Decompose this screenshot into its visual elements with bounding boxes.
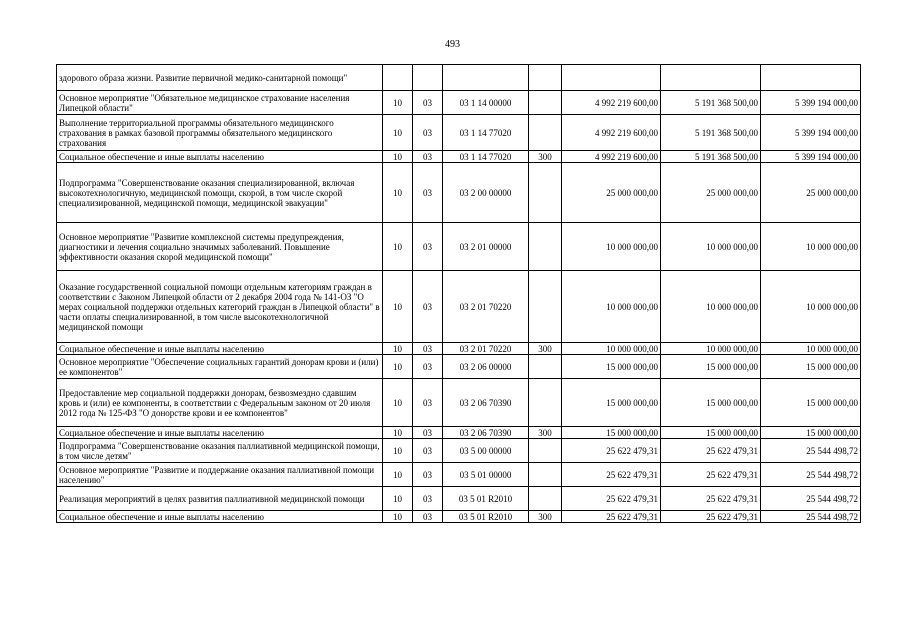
cell-target-article: 03 5 01 00000 [443, 463, 529, 487]
cell-amount-year1: 25 622 479,31 [562, 463, 661, 487]
cell-subsection: 03 [413, 463, 443, 487]
cell-name: Основное мероприятие "Обязательное медицинское страхование населения Липецкой области" [57, 91, 383, 115]
cell-name: Социальное обеспечение и иные выплаты населению [57, 343, 383, 355]
cell-subsection: 03 [413, 379, 443, 427]
cell-section: 10 [383, 355, 413, 379]
cell-name: Социальное обеспечение и иные выплаты населению [57, 511, 383, 523]
table-row [57, 65, 861, 91]
cell-amount-year2 [661, 65, 761, 91]
cell-section: 10 [383, 427, 413, 439]
cell-amount-year2: 5 191 368 500,00 [661, 151, 761, 163]
cell-amount-year1: 25 622 479,31 [562, 511, 661, 523]
cell-amount-year3: 25 000 000,00 [761, 163, 861, 223]
cell-name: Основное мероприятие "Развитие комплексной системы предупреждения, диагностики и лечения социально значимых заболеваний. Повышение эффективности оказания скорой медицинской помощи" [57, 223, 383, 271]
cell-amount-year1: 25 622 479,31 [562, 487, 661, 511]
cell-subsection [413, 65, 443, 91]
cell-amount-year3: 15 000 000,00 [761, 427, 861, 439]
cell-name: Социальное обеспечение и иные выплаты населению [57, 151, 383, 163]
cell-amount-year2: 10 000 000,00 [661, 343, 761, 355]
table-row [57, 163, 861, 223]
cell-section: 10 [383, 439, 413, 463]
cell-amount-year3 [761, 65, 861, 91]
cell-amount-year1: 10 000 000,00 [562, 223, 661, 271]
cell-section [383, 65, 413, 91]
cell-subsection: 03 [413, 511, 443, 523]
cell-amount-year3: 10 000 000,00 [761, 271, 861, 343]
cell-amount-year2: 10 000 000,00 [661, 271, 761, 343]
cell-expense-type [529, 223, 562, 271]
cell-expense-type [529, 487, 562, 511]
cell-section: 10 [383, 91, 413, 115]
cell-section: 10 [383, 343, 413, 355]
cell-section: 10 [383, 271, 413, 343]
cell-amount-year2: 25 000 000,00 [661, 163, 761, 223]
cell-section: 10 [383, 487, 413, 511]
cell-name: Социальное обеспечение и иные выплаты населению [57, 427, 383, 439]
table-row [57, 487, 861, 511]
cell-amount-year1: 25 622 479,31 [562, 439, 661, 463]
cell-amount-year3: 5 399 194 000,00 [761, 115, 861, 151]
cell-target-article: 03 5 01 R2010 [443, 487, 529, 511]
cell-amount-year2: 25 622 479,31 [661, 487, 761, 511]
cell-expense-type [529, 115, 562, 151]
cell-target-article: 03 1 14 00000 [443, 91, 529, 115]
cell-amount-year1: 15 000 000,00 [562, 355, 661, 379]
table-row [57, 115, 861, 151]
cell-section: 10 [383, 463, 413, 487]
table-row [57, 271, 861, 343]
cell-subsection: 03 [413, 439, 443, 463]
cell-expense-type [529, 463, 562, 487]
table-row [57, 463, 861, 487]
table-body [57, 65, 861, 523]
cell-name: Основное мероприятие "Развитие и поддержание оказания паллиативной помощи населению" [57, 463, 383, 487]
cell-amount-year2: 25 622 479,31 [661, 511, 761, 523]
table-row [57, 379, 861, 427]
cell-section: 10 [383, 163, 413, 223]
cell-expense-type: 300 [529, 511, 562, 523]
table-row [57, 223, 861, 271]
cell-amount-year1: 10 000 000,00 [562, 271, 661, 343]
cell-name: Выполнение территориальной программы обязательного медицинского страхования в рамках базовой программы обязательного медицинского страхования [57, 115, 383, 151]
cell-target-article [443, 65, 529, 91]
cell-amount-year3: 15 000 000,00 [761, 355, 861, 379]
table-row [57, 355, 861, 379]
cell-expense-type [529, 91, 562, 115]
cell-expense-type [529, 439, 562, 463]
cell-expense-type: 300 [529, 343, 562, 355]
cell-name: Оказание государственной социальной помощи отдельным категориям граждан в соответствии с Законом Липецкой области от 2 декабря 2004 года № 141-ОЗ "О мерах социальной поддержки отдельных категорий граждан в Липецкой области" в части оплаты специализированной, в том числе высокотехнологичной медицинской помощи [57, 271, 383, 343]
cell-expense-type: 300 [529, 151, 562, 163]
cell-name: Предоставление мер социальной поддержки донорам, безвозмездно сдавшим кровь и (или) ее компоненты, в соответствии с Федеральным законом от 20 июля 2012 года № 125-ФЗ "О донорстве крови и ее компонентов" [57, 379, 383, 427]
cell-expense-type [529, 355, 562, 379]
cell-amount-year2: 15 000 000,00 [661, 427, 761, 439]
cell-section: 10 [383, 379, 413, 427]
cell-amount-year3: 5 399 194 000,00 [761, 151, 861, 163]
cell-target-article: 03 1 14 77020 [443, 115, 529, 151]
cell-subsection: 03 [413, 487, 443, 511]
cell-name: Реализация мероприятий в целях развития паллиативной медицинской помощи [57, 487, 383, 511]
cell-name: здорового образа жизни. Развитие первичной медико-санитарной помощи" [57, 65, 383, 91]
cell-amount-year2: 5 191 368 500,00 [661, 115, 761, 151]
table-row [57, 439, 861, 463]
cell-expense-type [529, 65, 562, 91]
cell-subsection: 03 [413, 343, 443, 355]
cell-target-article: 03 2 01 00000 [443, 223, 529, 271]
cell-amount-year3: 25 544 498,72 [761, 463, 861, 487]
budget-table [56, 64, 861, 523]
cell-target-article: 03 2 01 70220 [443, 343, 529, 355]
cell-target-article: 03 2 06 00000 [443, 355, 529, 379]
table-row [57, 427, 861, 439]
cell-amount-year3: 10 000 000,00 [761, 343, 861, 355]
cell-amount-year1: 15 000 000,00 [562, 427, 661, 439]
cell-section: 10 [383, 115, 413, 151]
cell-amount-year3: 5 399 194 000,00 [761, 91, 861, 115]
cell-subsection: 03 [413, 355, 443, 379]
cell-amount-year1 [562, 65, 661, 91]
cell-target-article: 03 2 06 70390 [443, 379, 529, 427]
cell-amount-year2: 15 000 000,00 [661, 379, 761, 427]
cell-amount-year1: 4 992 219 600,00 [562, 151, 661, 163]
cell-target-article: 03 1 14 77020 [443, 151, 529, 163]
table-row [57, 151, 861, 163]
cell-section: 10 [383, 511, 413, 523]
cell-target-article: 03 2 00 00000 [443, 163, 529, 223]
cell-target-article: 03 2 01 70220 [443, 271, 529, 343]
cell-amount-year1: 10 000 000,00 [562, 343, 661, 355]
cell-subsection: 03 [413, 223, 443, 271]
cell-subsection: 03 [413, 163, 443, 223]
table-row [57, 91, 861, 115]
cell-name: Подпрограмма "Совершенствование оказания паллиативной медицинской помощи, в том числе детям" [57, 439, 383, 463]
cell-amount-year2: 10 000 000,00 [661, 223, 761, 271]
cell-subsection: 03 [413, 427, 443, 439]
cell-subsection: 03 [413, 151, 443, 163]
cell-subsection: 03 [413, 115, 443, 151]
cell-amount-year2: 25 622 479,31 [661, 439, 761, 463]
cell-amount-year3: 15 000 000,00 [761, 379, 861, 427]
cell-target-article: 03 5 01 R2010 [443, 511, 529, 523]
cell-expense-type [529, 379, 562, 427]
cell-section: 10 [383, 223, 413, 271]
table-row [57, 511, 861, 523]
cell-expense-type [529, 271, 562, 343]
cell-expense-type [529, 163, 562, 223]
table-row [57, 343, 861, 355]
cell-amount-year3: 10 000 000,00 [761, 223, 861, 271]
cell-amount-year3: 25 544 498,72 [761, 439, 861, 463]
cell-section: 10 [383, 151, 413, 163]
cell-amount-year1: 4 992 219 600,00 [562, 115, 661, 151]
cell-amount-year2: 25 622 479,31 [661, 463, 761, 487]
cell-subsection: 03 [413, 271, 443, 343]
cell-expense-type: 300 [529, 427, 562, 439]
cell-amount-year2: 5 191 368 500,00 [661, 91, 761, 115]
cell-name: Подпрограмма "Совершенствование оказания специализированной, включая высокотехнологичную, медицинской помощи, скорой, в том числе скорой специализированной, медицинской помощи, медицинской эвакуации" [57, 163, 383, 223]
cell-target-article: 03 5 00 00000 [443, 439, 529, 463]
cell-amount-year1: 25 000 000,00 [562, 163, 661, 223]
cell-target-article: 03 2 06 70390 [443, 427, 529, 439]
page-number: 493 [445, 39, 460, 50]
cell-amount-year1: 4 992 219 600,00 [562, 91, 661, 115]
cell-amount-year3: 25 544 498,72 [761, 487, 861, 511]
cell-amount-year1: 15 000 000,00 [562, 379, 661, 427]
cell-name: Основное мероприятие "Обеспечение социальных гарантий донорам крови и (или) ее компонентов" [57, 355, 383, 379]
cell-subsection: 03 [413, 91, 443, 115]
cell-amount-year2: 15 000 000,00 [661, 355, 761, 379]
cell-amount-year3: 25 544 498,72 [761, 511, 861, 523]
